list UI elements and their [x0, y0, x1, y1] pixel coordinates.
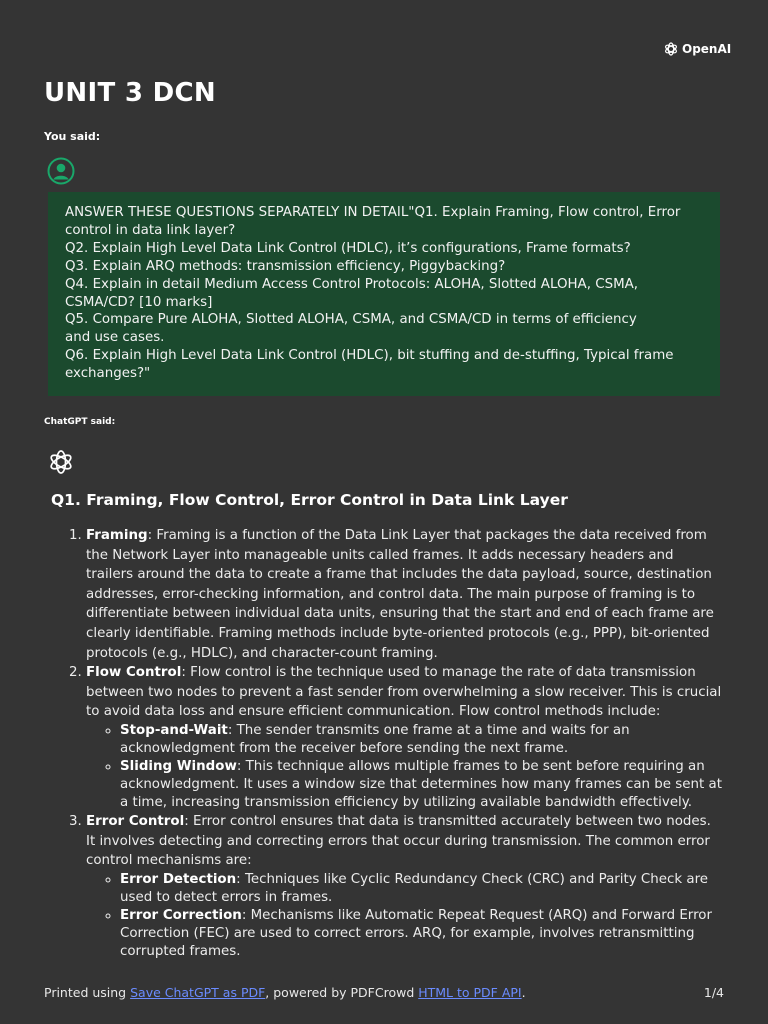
openai-logo-icon [663, 41, 679, 57]
sub-list-item [120, 758, 723, 812]
sub-item-text: : The sender transmits one frame at a time and waits for an acknowledgment from the receiver before sending the next frame. [120, 722, 630, 756]
save-chatgpt-pdf-link[interactable]: Save ChatGPT as PDF [130, 985, 266, 1000]
user-avatar-icon [47, 157, 75, 185]
item-term: Error Control [86, 813, 185, 829]
sub-item-text: : Mechanisms like Automatic Repeat Request (ARQ) and Forward Error Correction (FEC) are used to correct errors. ARQ, for example, involves retransmitting corrupted frames. [120, 907, 712, 959]
page-title: UNIT 3 DCN [44, 78, 216, 108]
list-item [86, 663, 723, 812]
item-term: Framing [86, 528, 148, 543]
list-item [86, 812, 723, 961]
item-text: : Framing is a function of the Data Link Layer that packages the data received from the Network Layer into manageable units called frames. It adds necessary headers and trailers around the data to create a frame that includes the data payload, source, destination addresses, error-checking information, and control data. The main purpose of framing is to differentiate between individual data units, ensuring that the start and end of each frame are clearly identifiable. Framing methods include byte-oriented protocols (e.g., PPP), bit-oriented protocols (e.g., HDLC), and character-count framing. [86, 528, 714, 661]
item-text: : Error control ensures that data is transmitted accurately between two nodes. It involves detecting and correcting errors that occur during transmission. The common error control mechanisms are: [86, 813, 711, 869]
sub-item-text: : This technique allows multiple frames to be sent before requiring an acknowledgment. It uses a window size that determines how many frames can be sent at a time, increasing transmission efficiency by utilizing available bandwidth effectively. [120, 758, 722, 810]
sub-item-term: Error Detection [120, 871, 237, 887]
assistant-label: ChatGPT said: [44, 417, 116, 427]
html-to-pdf-api-link[interactable]: HTML to PDF API [418, 985, 522, 1000]
footer-prefix: Printed using [44, 985, 131, 1000]
page-number: 1/4 [703, 985, 724, 1000]
brand-name: OpenAI [682, 42, 732, 56]
sub-item-term: Sliding Window [120, 758, 237, 774]
chatgpt-logo-icon [47, 448, 75, 476]
sub-list-item [120, 871, 723, 907]
sub-item-text: : Techniques like Cyclic Redundancy Check (CRC) and Parity Check are used to detect errors in frames. [120, 871, 709, 905]
footer-suffix: . [521, 985, 526, 1000]
answer-heading: Q1. Framing, Flow Control, Error Control in Data Link Layer [51, 491, 568, 509]
list-item [86, 526, 723, 663]
print-footer [44, 985, 526, 1000]
item-text: : Flow control is the technique used to manage the rate of data transmission between two nodes to prevent a fast sender from overwhelming a slow receiver. This is crucial to avoid data loss and ensure efficient communication. Flow control methods include: [86, 665, 722, 720]
user-message: ANSWER THESE QUESTIONS SEPARATELY IN DETAIL"Q1. Explain Framing, Flow control, Error control in data link layer? Q2. Explain High Level Data Link Control (HDLC), it’s configurations, Frame formats? Q3. Explain ARQ methods: transmission efficiency, Piggybacking? Q4. Explain in detail Medium Access Control Protocols: ALOHA, Slotted ALOHA, CSMA, CSMA/CD? [10 marks] Q5. Compare Pure ALOHA, Slotted ALOHA, CSMA, and CSMA/CD in terms of efficiency and use cases. Q6. Explain High Level Data Link Control (HDLC), bit stuffing and de-stuffing, Typical frame exchanges?" [48, 192, 720, 396]
assistant-answer [51, 488, 723, 961]
item-term: Flow Control [86, 665, 182, 681]
user-label: You said: [44, 130, 101, 143]
footer-middle: , powered by PDFCrowd [265, 985, 419, 1000]
sub-item-term: Stop-and-Wait [120, 722, 228, 738]
sub-item-term: Error Correction [120, 907, 242, 923]
sub-list-item [120, 907, 723, 961]
sub-list [86, 871, 723, 961]
openai-brand [663, 41, 731, 57]
answer-list [51, 526, 723, 961]
sub-list-item [120, 722, 723, 758]
sub-list [86, 722, 723, 812]
